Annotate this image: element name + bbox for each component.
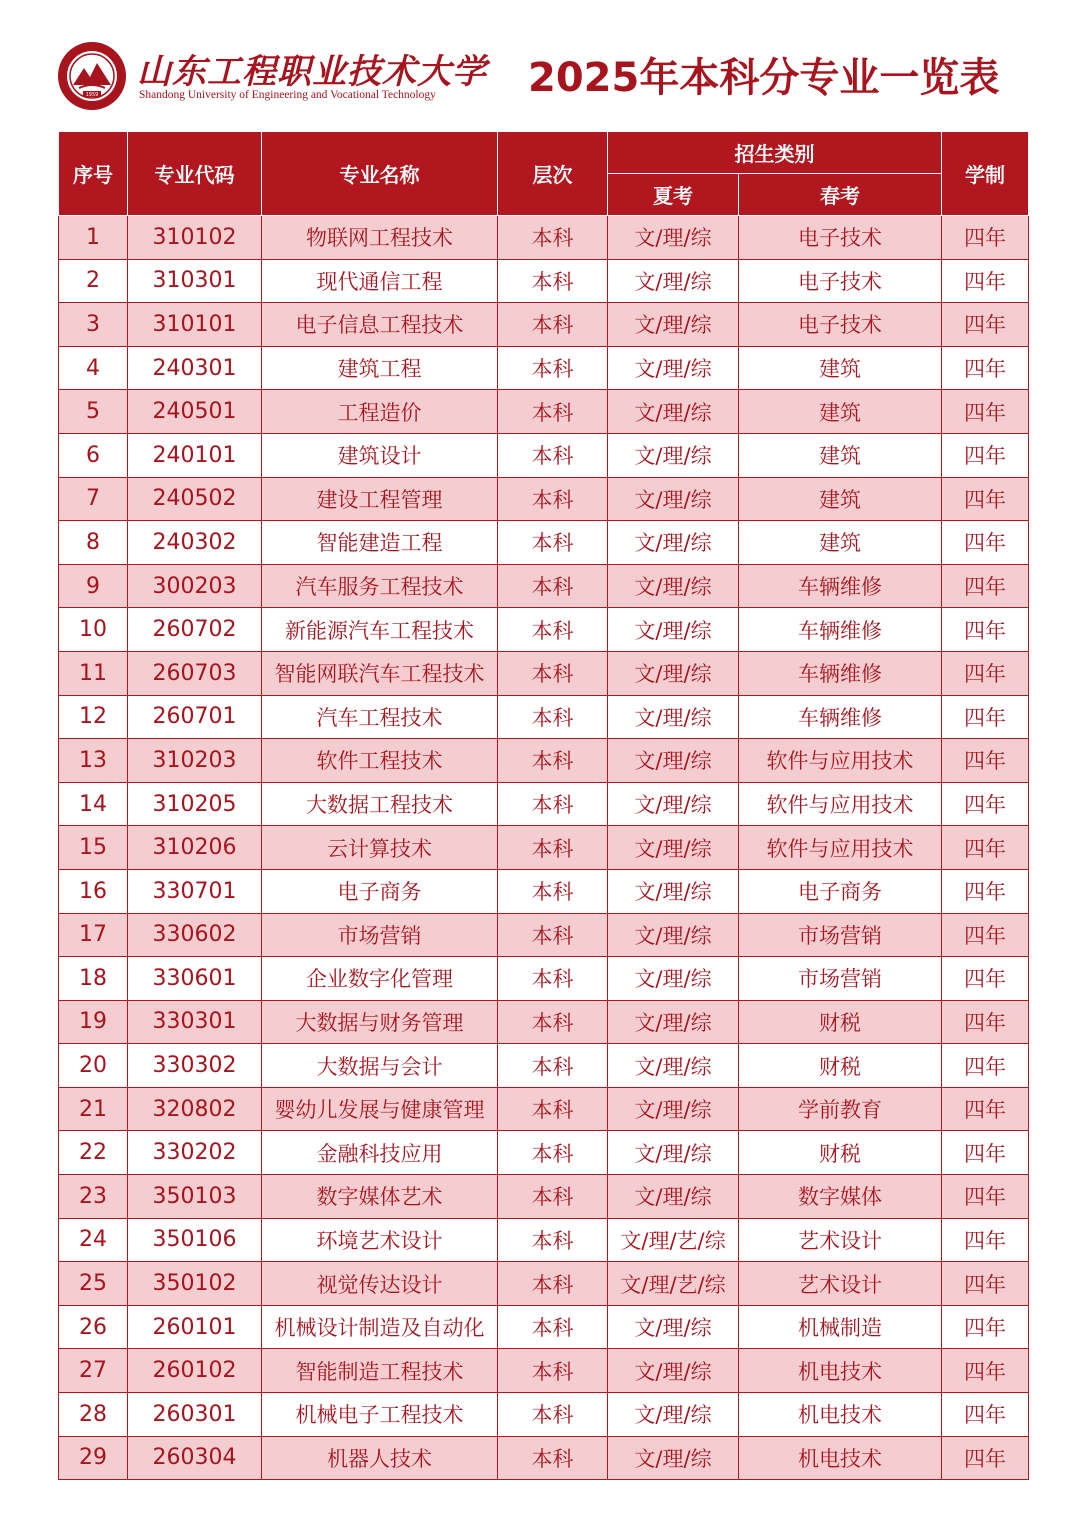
cell-code: 240502 [128, 477, 262, 521]
cell-no: 28 [59, 1393, 128, 1437]
cell-summer: 文/理/综 [608, 346, 739, 390]
header-name: 专业名称 [262, 132, 498, 216]
cell-code: 260702 [128, 608, 262, 652]
cell-name: 企业数字化管理 [262, 957, 498, 1001]
table-row [59, 1262, 1029, 1306]
cell-level: 本科 [498, 826, 608, 870]
page-header [0, 0, 1080, 128]
cell-name: 机械设计制造及自动化 [262, 1305, 498, 1349]
cell-name: 现代通信工程 [262, 259, 498, 303]
cell-level: 本科 [498, 1305, 608, 1349]
cell-spring: 建筑 [739, 521, 942, 565]
cell-summer: 文/理/综 [608, 1175, 739, 1219]
cell-spring: 建筑 [739, 346, 942, 390]
cell-code: 240302 [128, 521, 262, 565]
cell-name: 金融科技应用 [262, 1131, 498, 1175]
cell-level: 本科 [498, 869, 608, 913]
cell-duration: 四年 [942, 1262, 1029, 1306]
cell-no: 9 [59, 564, 128, 608]
table-row [59, 695, 1029, 739]
cell-duration: 四年 [942, 1000, 1029, 1044]
table-row [59, 739, 1029, 783]
cell-level: 本科 [498, 651, 608, 695]
cell-no: 22 [59, 1131, 128, 1175]
cell-summer: 文/理/综 [608, 216, 739, 260]
school-name-cn: 山东工程职业技术大学 [137, 52, 487, 92]
cell-spring: 数字媒体 [739, 1175, 942, 1219]
cell-code: 350102 [128, 1262, 262, 1306]
cell-summer: 文/理/综 [608, 957, 739, 1001]
cell-spring: 车辆维修 [739, 651, 942, 695]
cell-no: 20 [59, 1044, 128, 1088]
cell-name: 环境艺术设计 [262, 1218, 498, 1262]
cell-no: 7 [59, 477, 128, 521]
cell-no: 8 [59, 521, 128, 565]
cell-duration: 四年 [942, 826, 1029, 870]
cell-name: 电子商务 [262, 869, 498, 913]
cell-spring: 车辆维修 [739, 695, 942, 739]
cell-level: 本科 [498, 1087, 608, 1131]
cell-summer: 文/理/综 [608, 739, 739, 783]
cell-summer: 文/理/综 [608, 1000, 739, 1044]
cell-duration: 四年 [942, 303, 1029, 347]
cell-code: 240501 [128, 390, 262, 434]
cell-code: 260102 [128, 1349, 262, 1393]
table-row [59, 1349, 1029, 1393]
table-row [59, 608, 1029, 652]
cell-code: 310101 [128, 303, 262, 347]
cell-spring: 机械制造 [739, 1305, 942, 1349]
cell-no: 3 [59, 303, 128, 347]
cell-duration: 四年 [942, 739, 1029, 783]
cell-no: 5 [59, 390, 128, 434]
cell-code: 310102 [128, 216, 262, 260]
cell-no: 10 [59, 608, 128, 652]
cell-name: 大数据工程技术 [262, 782, 498, 826]
header-spring: 春考 [739, 174, 942, 216]
cell-no: 18 [59, 957, 128, 1001]
cell-level: 本科 [498, 782, 608, 826]
cell-level: 本科 [498, 433, 608, 477]
cell-no: 1 [59, 216, 128, 260]
cell-name: 汽车服务工程技术 [262, 564, 498, 608]
cell-no: 21 [59, 1087, 128, 1131]
cell-name: 工程造价 [262, 390, 498, 434]
cell-duration: 四年 [942, 608, 1029, 652]
cell-no: 13 [59, 739, 128, 783]
cell-summer: 文/理/综 [608, 651, 739, 695]
cell-code: 300203 [128, 564, 262, 608]
cell-summer: 文/理/综 [608, 782, 739, 826]
header-no: 序号 [59, 132, 128, 216]
table-row [59, 1218, 1029, 1262]
cell-code: 330302 [128, 1044, 262, 1088]
cell-spring: 财税 [739, 1131, 942, 1175]
cell-spring: 艺术设计 [739, 1218, 942, 1262]
cell-duration: 四年 [942, 477, 1029, 521]
cell-code: 260701 [128, 695, 262, 739]
cell-level: 本科 [498, 477, 608, 521]
cell-duration: 四年 [942, 913, 1029, 957]
cell-level: 本科 [498, 695, 608, 739]
cell-spring: 车辆维修 [739, 564, 942, 608]
cell-name: 智能建造工程 [262, 521, 498, 565]
cell-level: 本科 [498, 259, 608, 303]
header-category: 招生类别 [608, 132, 942, 174]
cell-code: 260703 [128, 651, 262, 695]
cell-spring: 电子技术 [739, 259, 942, 303]
cell-level: 本科 [498, 1393, 608, 1437]
cell-no: 24 [59, 1218, 128, 1262]
cell-duration: 四年 [942, 1175, 1029, 1219]
cell-level: 本科 [498, 521, 608, 565]
cell-summer: 文/理/综 [608, 303, 739, 347]
cell-no: 6 [59, 433, 128, 477]
cell-code: 260301 [128, 1393, 262, 1437]
cell-no: 12 [59, 695, 128, 739]
cell-no: 27 [59, 1349, 128, 1393]
cell-summer: 文/理/综 [608, 433, 739, 477]
cell-name: 市场营销 [262, 913, 498, 957]
cell-code: 330701 [128, 869, 262, 913]
table-row [59, 913, 1029, 957]
school-name-en: Shandong University of Engineering and Vocational Technology [139, 89, 436, 101]
table-row [59, 1000, 1029, 1044]
cell-duration: 四年 [942, 957, 1029, 1001]
cell-spring: 建筑 [739, 390, 942, 434]
table-row [59, 477, 1029, 521]
cell-spring: 电子技术 [739, 303, 942, 347]
cell-duration: 四年 [942, 1305, 1029, 1349]
cell-name: 建筑设计 [262, 433, 498, 477]
cell-name: 云计算技术 [262, 826, 498, 870]
cell-duration: 四年 [942, 1436, 1029, 1480]
cell-name: 智能网联汽车工程技术 [262, 651, 498, 695]
cell-name: 汽车工程技术 [262, 695, 498, 739]
cell-name: 建设工程管理 [262, 477, 498, 521]
table-row [59, 346, 1029, 390]
cell-spring: 艺术设计 [739, 1262, 942, 1306]
table-row [59, 651, 1029, 695]
cell-code: 330602 [128, 913, 262, 957]
cell-level: 本科 [498, 303, 608, 347]
cell-summer: 文/理/综 [608, 1393, 739, 1437]
table-row [59, 303, 1029, 347]
cell-code: 240101 [128, 433, 262, 477]
page-title: 2025年本科分专业一览表 [528, 55, 1000, 101]
cell-no: 16 [59, 869, 128, 913]
cell-duration: 四年 [942, 869, 1029, 913]
cell-code: 330301 [128, 1000, 262, 1044]
cell-summer: 文/理/综 [608, 390, 739, 434]
cell-no: 15 [59, 826, 128, 870]
cell-code: 350103 [128, 1175, 262, 1219]
cell-spring: 市场营销 [739, 957, 942, 1001]
cell-duration: 四年 [942, 390, 1029, 434]
cell-level: 本科 [498, 1000, 608, 1044]
cell-name: 大数据与财务管理 [262, 1000, 498, 1044]
cell-spring: 电子技术 [739, 216, 942, 260]
cell-spring: 软件与应用技术 [739, 739, 942, 783]
cell-summer: 文/理/艺/综 [608, 1262, 739, 1306]
cell-summer: 文/理/综 [608, 695, 739, 739]
cell-name: 婴幼儿发展与健康管理 [262, 1087, 498, 1131]
cell-level: 本科 [498, 739, 608, 783]
cell-summer: 文/理/综 [608, 1349, 739, 1393]
cell-level: 本科 [498, 346, 608, 390]
cell-spring: 财税 [739, 1000, 942, 1044]
cell-spring: 软件与应用技术 [739, 826, 942, 870]
cell-code: 330202 [128, 1131, 262, 1175]
cell-spring: 建筑 [739, 477, 942, 521]
cell-name: 数字媒体艺术 [262, 1175, 498, 1219]
cell-level: 本科 [498, 1175, 608, 1219]
cell-level: 本科 [498, 608, 608, 652]
cell-duration: 四年 [942, 1131, 1029, 1175]
cell-duration: 四年 [942, 1087, 1029, 1131]
cell-name: 建筑工程 [262, 346, 498, 390]
cell-level: 本科 [498, 1218, 608, 1262]
table-row [59, 564, 1029, 608]
cell-duration: 四年 [942, 346, 1029, 390]
cell-level: 本科 [498, 957, 608, 1001]
cell-code: 260304 [128, 1436, 262, 1480]
cell-no: 4 [59, 346, 128, 390]
header-code: 专业代码 [128, 132, 262, 216]
cell-duration: 四年 [942, 433, 1029, 477]
cell-code: 320802 [128, 1087, 262, 1131]
table-row [59, 216, 1029, 260]
cell-no: 2 [59, 259, 128, 303]
cell-no: 11 [59, 651, 128, 695]
cell-summer: 文/理/综 [608, 869, 739, 913]
table-row [59, 957, 1029, 1001]
cell-name: 智能制造工程技术 [262, 1349, 498, 1393]
cell-name: 机械电子工程技术 [262, 1393, 498, 1437]
cell-summer: 文/理/综 [608, 1087, 739, 1131]
cell-spring: 机电技术 [739, 1393, 942, 1437]
cell-code: 330601 [128, 957, 262, 1001]
cell-summer: 文/理/综 [608, 1436, 739, 1480]
table-row [59, 869, 1029, 913]
table-row [59, 1305, 1029, 1349]
cell-summer: 文/理/艺/综 [608, 1218, 739, 1262]
cell-name: 软件工程技术 [262, 739, 498, 783]
table-row [59, 1131, 1029, 1175]
cell-duration: 四年 [942, 259, 1029, 303]
cell-code: 310203 [128, 739, 262, 783]
cell-summer: 文/理/综 [608, 477, 739, 521]
cell-summer: 文/理/综 [608, 564, 739, 608]
cell-code: 310301 [128, 259, 262, 303]
cell-duration: 四年 [942, 651, 1029, 695]
cell-name: 电子信息工程技术 [262, 303, 498, 347]
cell-duration: 四年 [942, 695, 1029, 739]
cell-duration: 四年 [942, 782, 1029, 826]
cell-summer: 文/理/综 [608, 1305, 739, 1349]
cell-no: 23 [59, 1175, 128, 1219]
logo-year: 1959 [85, 92, 99, 98]
cell-spring: 机电技术 [739, 1436, 942, 1480]
cell-level: 本科 [498, 1044, 608, 1088]
cell-summer: 文/理/综 [608, 1131, 739, 1175]
table-row [59, 521, 1029, 565]
cell-no: 29 [59, 1436, 128, 1480]
cell-duration: 四年 [942, 564, 1029, 608]
header-duration: 学制 [942, 132, 1029, 216]
cell-level: 本科 [498, 564, 608, 608]
table-header-row [59, 132, 1029, 174]
cell-spring: 机电技术 [739, 1349, 942, 1393]
cell-summer: 文/理/综 [608, 608, 739, 652]
cell-duration: 四年 [942, 521, 1029, 565]
table-row [59, 826, 1029, 870]
cell-code: 350106 [128, 1218, 262, 1262]
cell-summer: 文/理/综 [608, 259, 739, 303]
cell-spring: 财税 [739, 1044, 942, 1088]
cell-no: 26 [59, 1305, 128, 1349]
cell-summer: 文/理/综 [608, 913, 739, 957]
cell-summer: 文/理/综 [608, 521, 739, 565]
cell-summer: 文/理/综 [608, 1044, 739, 1088]
table-row [59, 1087, 1029, 1131]
cell-duration: 四年 [942, 1349, 1029, 1393]
cell-duration: 四年 [942, 1393, 1029, 1437]
cell-duration: 四年 [942, 216, 1029, 260]
cell-code: 240301 [128, 346, 262, 390]
cell-level: 本科 [498, 913, 608, 957]
cell-code: 310205 [128, 782, 262, 826]
cell-no: 17 [59, 913, 128, 957]
cell-level: 本科 [498, 1349, 608, 1393]
cell-level: 本科 [498, 1436, 608, 1480]
cell-code: 260101 [128, 1305, 262, 1349]
cell-spring: 电子商务 [739, 869, 942, 913]
table-row [59, 259, 1029, 303]
cell-no: 14 [59, 782, 128, 826]
cell-level: 本科 [498, 216, 608, 260]
table-row [59, 1436, 1029, 1480]
cell-name: 物联网工程技术 [262, 216, 498, 260]
cell-spring: 市场营销 [739, 913, 942, 957]
cell-name: 新能源汽车工程技术 [262, 608, 498, 652]
university-logo-icon [57, 41, 127, 111]
cell-name: 大数据与会计 [262, 1044, 498, 1088]
header-summer: 夏考 [608, 174, 739, 216]
table-row [59, 390, 1029, 434]
table-row [59, 433, 1029, 477]
major-table [58, 131, 1029, 1480]
cell-spring: 车辆维修 [739, 608, 942, 652]
cell-level: 本科 [498, 1131, 608, 1175]
header-level: 层次 [498, 132, 608, 216]
table-row [59, 1175, 1029, 1219]
cell-duration: 四年 [942, 1218, 1029, 1262]
cell-no: 19 [59, 1000, 128, 1044]
cell-spring: 学前教育 [739, 1087, 942, 1131]
cell-name: 机器人技术 [262, 1436, 498, 1480]
cell-no: 25 [59, 1262, 128, 1306]
cell-spring: 软件与应用技术 [739, 782, 942, 826]
table-row [59, 782, 1029, 826]
table-body [59, 216, 1029, 1480]
cell-summer: 文/理/综 [608, 826, 739, 870]
cell-level: 本科 [498, 1262, 608, 1306]
cell-spring: 建筑 [739, 433, 942, 477]
cell-code: 310206 [128, 826, 262, 870]
table-row [59, 1393, 1029, 1437]
cell-level: 本科 [498, 390, 608, 434]
cell-name: 视觉传达设计 [262, 1262, 498, 1306]
cell-duration: 四年 [942, 1044, 1029, 1088]
table-row [59, 1044, 1029, 1088]
